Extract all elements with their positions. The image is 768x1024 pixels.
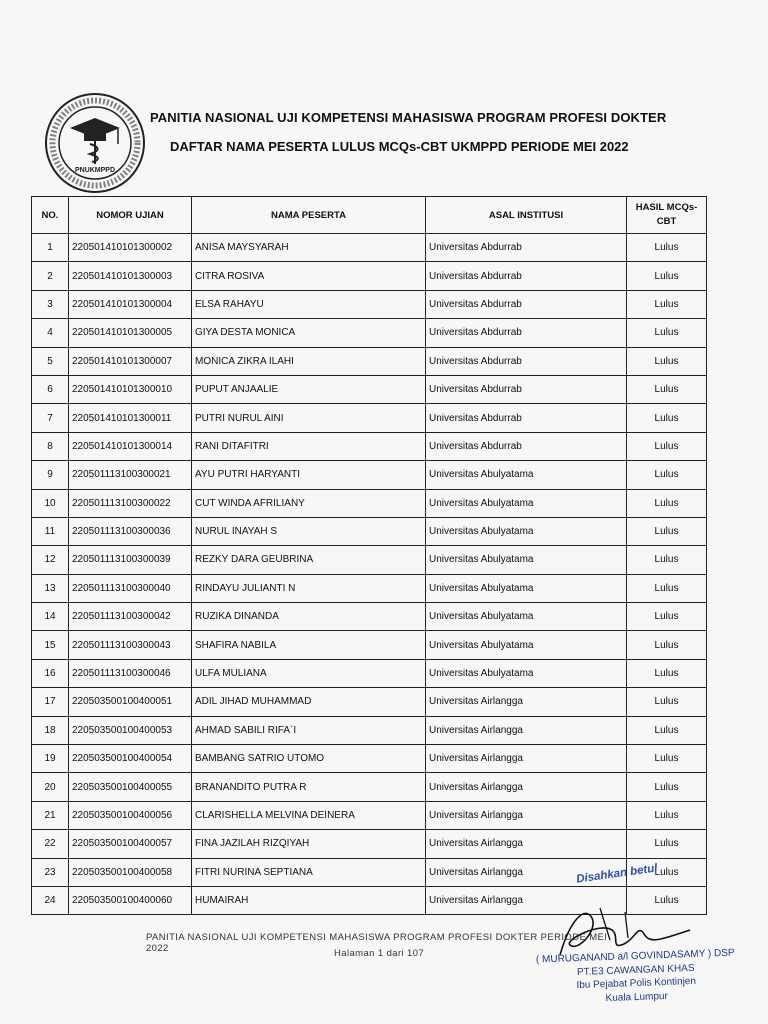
cell-no: 11 (32, 517, 69, 545)
cell-institution: Universitas Abulyatama (426, 489, 627, 517)
cell-name: FITRI NURINA SEPTIANA (192, 858, 426, 886)
cell-institution: Universitas Abulyatama (426, 574, 627, 602)
cell-name: REZKY DARA GEUBRINA (192, 546, 426, 574)
cell-institution: Universitas Abdurrab (426, 290, 627, 318)
cell-exam-number: 220501410101300002 (69, 234, 192, 262)
cell-result: Lulus (627, 886, 707, 914)
cell-name: MONICA ZIKRA ILAHI (192, 347, 426, 375)
officer-office: Ibu Pejabat Polis Kontinjen (576, 975, 697, 992)
cell-exam-number: 220501113100300022 (69, 489, 192, 517)
cell-result: Lulus (627, 290, 707, 318)
cell-name: BAMBANG SATRIO UTOMO (192, 745, 426, 773)
table-row (32, 801, 707, 829)
cell-exam-number: 220501410101300010 (69, 375, 192, 403)
cell-exam-number: 220501410101300004 (69, 290, 192, 318)
cell-result: Lulus (627, 262, 707, 290)
cell-no: 19 (32, 745, 69, 773)
cell-result: Lulus (627, 319, 707, 347)
cell-result: Lulus (627, 517, 707, 545)
table-row (32, 830, 707, 858)
column-header-result: HASIL MCQs-CBT (627, 197, 707, 234)
cell-institution: Universitas Airlangga (426, 716, 627, 744)
cell-name: RINDAYU JULIANTI N (192, 574, 426, 602)
cell-institution: Universitas Abdurrab (426, 404, 627, 432)
cell-institution: Universitas Abulyatama (426, 603, 627, 631)
column-header-name: NAMA PESERTA (192, 197, 426, 234)
cell-name: CLARISHELLA MELVINA DEINERA (192, 801, 426, 829)
cell-name: BRANANDITO PUTRA R (192, 773, 426, 801)
cell-institution: Universitas Abulyatama (426, 461, 627, 489)
cell-no: 15 (32, 631, 69, 659)
cell-no: 12 (32, 546, 69, 574)
cell-name: CUT WINDA AFRILIANY (192, 489, 426, 517)
cell-institution: Universitas Airlangga (426, 830, 627, 858)
cell-name: AYU PUTRI HARYANTI (192, 461, 426, 489)
cell-no: 14 (32, 603, 69, 631)
cell-institution: Universitas Abulyatama (426, 631, 627, 659)
cell-name: NURUL INAYAH S (192, 517, 426, 545)
officer-stamp-block (535, 947, 737, 1008)
table-row (32, 603, 707, 631)
cell-no: 13 (32, 574, 69, 602)
svg-text:PNUKMPPD: PNUKMPPD (74, 167, 116, 174)
table-row (32, 375, 707, 403)
cell-exam-number: 220501410101300014 (69, 432, 192, 460)
cell-result: Lulus (627, 489, 707, 517)
cell-result: Lulus (627, 432, 707, 460)
table-row (32, 688, 707, 716)
cell-exam-number: 220501410101300011 (69, 404, 192, 432)
officer-rank: PT.E3 CAWANGAN KHAS (576, 962, 695, 978)
cell-exam-number: 220501113100300043 (69, 631, 192, 659)
cell-name: CITRA ROSIVA (192, 262, 426, 290)
cell-institution: Universitas Airlangga (426, 688, 627, 716)
cell-institution: Universitas Airlangga (426, 801, 627, 829)
cell-institution: Universitas Abdurrab (426, 234, 627, 262)
table-header-row (32, 197, 707, 234)
cell-exam-number: 220503500100400054 (69, 745, 192, 773)
cell-no: 16 (32, 659, 69, 687)
table-row (32, 659, 707, 687)
table-row (32, 574, 707, 602)
cell-name: ELSA RAHAYU (192, 290, 426, 318)
cell-name: PUPUT ANJAALIE (192, 375, 426, 403)
cell-no: 5 (32, 347, 69, 375)
cell-exam-number: 220501113100300021 (69, 461, 192, 489)
cell-no: 24 (32, 886, 69, 914)
page-indicator: Halaman 1 dari 107 (334, 948, 425, 959)
cell-result: Lulus (627, 234, 707, 262)
cell-result: Lulus (627, 773, 707, 801)
cell-no: 23 (32, 858, 69, 886)
cell-result: Lulus (627, 546, 707, 574)
cell-institution: Universitas Abdurrab (426, 375, 627, 403)
officer-name: ( MURUGANAND a/l GOVINDASAMY ) DSP (535, 947, 735, 966)
cell-institution: Universitas Airlangga (426, 773, 627, 801)
cell-exam-number: 220501113100300040 (69, 574, 192, 602)
column-header-no: NO. (32, 197, 69, 234)
cell-no: 18 (32, 716, 69, 744)
cell-no: 10 (32, 489, 69, 517)
officer-city: Kuala Lumpur (605, 990, 668, 1004)
cell-name: HUMAIRAH (192, 886, 426, 914)
cell-exam-number: 220501113100300039 (69, 546, 192, 574)
cell-institution: Universitas Abulyatama (426, 546, 627, 574)
cell-exam-number: 220503500100400055 (69, 773, 192, 801)
cell-name: RANI DITAFITRI (192, 432, 426, 460)
cell-institution: Universitas Abulyatama (426, 517, 627, 545)
table-row (32, 773, 707, 801)
cell-exam-number: 220503500100400051 (69, 688, 192, 716)
cell-result: Lulus (627, 858, 707, 886)
cell-name: RUZIKA DINANDA (192, 603, 426, 631)
cell-name: ANISA MAYSYARAH (192, 234, 426, 262)
document-title: DAFTAR NAMA PESERTA LULUS MCQs-CBT UKMPPD PERIODE MEI 2022 (170, 139, 629, 154)
cell-institution: Universitas Abdurrab (426, 432, 627, 460)
pnukmppd-logo (44, 92, 146, 194)
table-row (32, 631, 707, 659)
cell-no: 1 (32, 234, 69, 262)
cell-name: AHMAD SABILI RIFA`I (192, 716, 426, 744)
cell-exam-number: 220501410101300003 (69, 262, 192, 290)
cell-name: ULFA MULIANA (192, 659, 426, 687)
cell-no: 20 (32, 773, 69, 801)
cell-name: PUTRI NURUL AINI (192, 404, 426, 432)
cell-no: 2 (32, 262, 69, 290)
cell-no: 22 (32, 830, 69, 858)
cell-result: Lulus (627, 631, 707, 659)
cell-institution: Universitas Airlangga (426, 886, 627, 914)
footer-committee: PANITIA NASIONAL UJI KOMPETENSI MAHASISWA PROGRAM PROFESI DOKTER PERIODE MEI 2022 (146, 932, 608, 954)
table-row (32, 319, 707, 347)
table-row (32, 489, 707, 517)
cell-exam-number: 220501113100300042 (69, 603, 192, 631)
cell-exam-number: 220503500100400058 (69, 858, 192, 886)
cell-exam-number: 220501410101300007 (69, 347, 192, 375)
cell-no: 9 (32, 461, 69, 489)
table-row (32, 262, 707, 290)
column-header-institution: ASAL INSTITUSI (426, 197, 627, 234)
table-row (32, 745, 707, 773)
column-header-exam-number: NOMOR UJIAN (69, 197, 192, 234)
cell-result: Lulus (627, 461, 707, 489)
table-row (32, 404, 707, 432)
cell-result: Lulus (627, 830, 707, 858)
cell-name: GIYA DESTA MONICA (192, 319, 426, 347)
cell-no: 6 (32, 375, 69, 403)
cell-no: 4 (32, 319, 69, 347)
cell-exam-number: 220501410101300005 (69, 319, 192, 347)
cell-exam-number: 220501113100300036 (69, 517, 192, 545)
table-row (32, 517, 707, 545)
cell-no: 3 (32, 290, 69, 318)
cell-result: Lulus (627, 404, 707, 432)
cell-exam-number: 220503500100400060 (69, 886, 192, 914)
cell-result: Lulus (627, 375, 707, 403)
cell-result: Lulus (627, 716, 707, 744)
cell-no: 17 (32, 688, 69, 716)
table-row (32, 290, 707, 318)
cell-institution: Universitas Abulyatama (426, 659, 627, 687)
table-row (32, 546, 707, 574)
cell-name: SHAFIRA NABILA (192, 631, 426, 659)
cell-no: 8 (32, 432, 69, 460)
cell-institution: Universitas Abdurrab (426, 319, 627, 347)
table-row (32, 461, 707, 489)
cell-institution: Universitas Airlangga (426, 745, 627, 773)
cell-exam-number: 220501113100300046 (69, 659, 192, 687)
certified-stamp: Disahkan betul (575, 862, 659, 886)
cell-result: Lulus (627, 688, 707, 716)
table-row (32, 716, 707, 744)
cell-exam-number: 220503500100400053 (69, 716, 192, 744)
cell-no: 21 (32, 801, 69, 829)
cell-result: Lulus (627, 347, 707, 375)
cell-institution: Universitas Abdurrab (426, 347, 627, 375)
cell-result: Lulus (627, 659, 707, 687)
cell-exam-number: 220503500100400056 (69, 801, 192, 829)
table-row (32, 347, 707, 375)
participants-table (31, 196, 707, 915)
cell-name: FINA JAZILAH RIZQIYAH (192, 830, 426, 858)
cell-institution: Universitas Abdurrab (426, 262, 627, 290)
cell-result: Lulus (627, 574, 707, 602)
cell-institution: Universitas Airlangga (426, 858, 627, 886)
cell-result: Lulus (627, 603, 707, 631)
cell-result: Lulus (627, 745, 707, 773)
cell-result: Lulus (627, 801, 707, 829)
table-row (32, 432, 707, 460)
cell-exam-number: 220503500100400057 (69, 830, 192, 858)
committee-title: PANITIA NASIONAL UJI KOMPETENSI MAHASISWA PROGRAM PROFESI DOKTER (150, 110, 667, 125)
cell-no: 7 (32, 404, 69, 432)
cell-name: ADIL JIHAD MUHAMMAD (192, 688, 426, 716)
table-row (32, 234, 707, 262)
